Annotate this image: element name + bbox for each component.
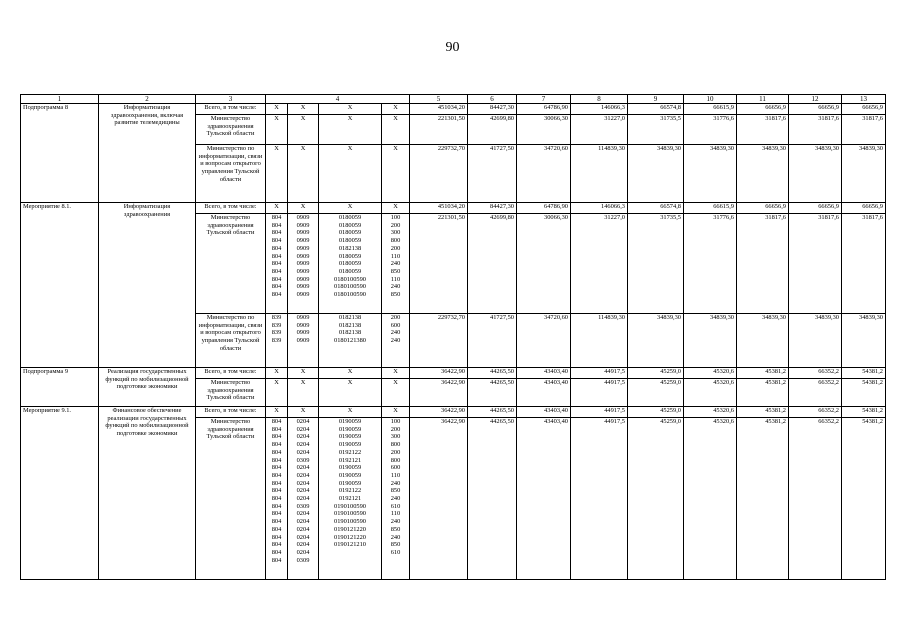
- code-lines: X: [300, 368, 306, 375]
- code-cell: [319, 368, 382, 379]
- value-cell: 229732,70: [410, 314, 468, 368]
- code-lines: X: [393, 104, 398, 111]
- code-cell: [382, 379, 410, 407]
- row-label: Мероприятие 9.1.: [21, 407, 99, 580]
- code-lines: X: [347, 104, 353, 111]
- value-cell: 114839,30: [571, 314, 628, 368]
- value-cell: 45320,6: [684, 368, 737, 379]
- table-row: [21, 203, 886, 214]
- value-cell: 54381,2: [842, 379, 886, 407]
- code-lines: X: [300, 145, 306, 152]
- code-lines: 0204 0204 0204 0204 0204 0309 0204 0204 0204 0204 0204 0309 0204 0204 0204 0204 0204 0204 0309: [296, 418, 310, 564]
- value-cell: 66615,9: [684, 203, 737, 214]
- executor-cell: Министерство здравоохранения Тульской области: [196, 214, 266, 314]
- code-lines: X: [347, 145, 353, 152]
- row-description: Финансовое обеспечение реализации государственных функций по мобилизационной подготовке экономики: [99, 407, 196, 580]
- value-cell: 34839,30: [737, 145, 789, 203]
- code-cell: [266, 368, 288, 379]
- value-cell: 34720,60: [517, 145, 571, 203]
- code-cell: [288, 104, 319, 115]
- value-cell: 44265,50: [468, 379, 517, 407]
- executor-cell: Министерство по информатизации, связи и вопросам открытого управления Тульской области: [196, 145, 266, 203]
- value-cell: 31817,6: [737, 115, 789, 145]
- value-cell: 64786,90: [517, 203, 571, 214]
- executor-cell: Министерство здравоохранения Тульской области: [196, 379, 266, 407]
- code-lines: 804 804 804 804 804 804 804 804 804 804 804 804 804 804 804 804 804 804 804: [271, 418, 282, 564]
- value-cell: 64786,90: [517, 104, 571, 115]
- code-lines: 0909 0909 0909 0909: [296, 314, 310, 345]
- value-cell: 45320,6: [684, 379, 737, 407]
- code-cell: [266, 214, 288, 314]
- code-cell: [288, 379, 319, 407]
- row-description: Информатизация здравоохранения: [99, 203, 196, 368]
- table-row: [21, 104, 886, 115]
- value-cell: 114839,30: [571, 145, 628, 203]
- row-description: Информатизация здравоохранения, включая развитие телемедицины: [99, 104, 196, 203]
- code-lines: X: [347, 379, 353, 386]
- value-cell: 146066,3: [571, 203, 628, 214]
- code-lines: 100 200 300 800 200 800 600 110 240 850 240 610 110 240 850 240 850 610: [390, 418, 401, 556]
- code-cell: [382, 418, 410, 580]
- value-cell: 31776,6: [684, 115, 737, 145]
- code-lines: X: [393, 115, 398, 122]
- value-cell: 45381,2: [737, 418, 789, 580]
- code-cell: [319, 407, 382, 418]
- value-cell: 45259,0: [628, 379, 684, 407]
- code-cell: [319, 214, 382, 314]
- value-cell: 34720,60: [517, 314, 571, 368]
- value-cell: 31817,6: [789, 115, 842, 145]
- value-cell: 66352,2: [789, 418, 842, 580]
- value-cell: 45320,6: [684, 407, 737, 418]
- code-cell: [382, 314, 410, 368]
- value-cell: 34839,30: [842, 314, 886, 368]
- value-cell: 44265,50: [468, 368, 517, 379]
- code-cell: [266, 145, 288, 203]
- executor-cell: Всего, в том числе:: [196, 407, 266, 418]
- header-cell: 8: [571, 95, 628, 104]
- code-lines: X: [274, 203, 279, 210]
- value-cell: 44917,5: [571, 379, 628, 407]
- code-cell: [382, 115, 410, 145]
- code-cell: [288, 214, 319, 314]
- code-lines: 839 839 839 839: [271, 314, 282, 345]
- value-cell: 43403,40: [517, 407, 571, 418]
- value-cell: 66656,9: [789, 104, 842, 115]
- value-cell: 44917,5: [571, 368, 628, 379]
- executor-cell: Всего, в том числе:: [196, 104, 266, 115]
- value-cell: 31817,6: [842, 115, 886, 145]
- value-cell: 34839,30: [684, 145, 737, 203]
- value-cell: 36422,90: [410, 368, 468, 379]
- code-lines: 0180059 0180059 0180059 0180059 0182138 0180059 0180059 0180059 0180100590 0180100590 0180100590: [334, 214, 366, 299]
- code-cell: [288, 203, 319, 214]
- code-lines: X: [300, 104, 306, 111]
- value-cell: 44265,50: [468, 418, 517, 580]
- value-cell: 41727,50: [468, 314, 517, 368]
- row-description: Реализация государственных функций по мобилизационной подготовке экономики: [99, 368, 196, 407]
- code-cell: [288, 418, 319, 580]
- code-lines: X: [347, 368, 353, 375]
- row-label: Мероприятие 8.1.: [21, 203, 99, 368]
- value-cell: 43403,40: [517, 368, 571, 379]
- code-lines: 0182138 0182138 0182138 0180121380: [334, 314, 366, 345]
- value-cell: 30066,30: [517, 115, 571, 145]
- value-cell: 31735,5: [628, 115, 684, 145]
- header-cell: 12: [789, 95, 842, 104]
- value-cell: 31817,6: [842, 214, 886, 314]
- code-cell: [266, 314, 288, 368]
- code-cell: [266, 115, 288, 145]
- code-cell: [319, 145, 382, 203]
- header-cell: 13: [842, 95, 886, 104]
- value-cell: 54381,2: [842, 407, 886, 418]
- code-cell: [288, 115, 319, 145]
- value-cell: 451034,20: [410, 104, 468, 115]
- value-cell: 45259,0: [628, 407, 684, 418]
- row-label: Подпрограмма 9: [21, 368, 99, 407]
- code-lines: X: [347, 203, 353, 210]
- code-lines: X: [274, 368, 279, 375]
- value-cell: 44917,5: [571, 407, 628, 418]
- code-lines: X: [347, 407, 353, 414]
- table-row: [21, 407, 886, 418]
- value-cell: 66656,9: [789, 203, 842, 214]
- value-cell: 34839,30: [684, 314, 737, 368]
- code-cell: [382, 145, 410, 203]
- row-label: Подпрограмма 8: [21, 104, 99, 203]
- value-cell: 41727,50: [468, 145, 517, 203]
- value-cell: 31776,6: [684, 214, 737, 314]
- value-cell: 42699,80: [468, 115, 517, 145]
- header-cell: 7: [517, 95, 571, 104]
- value-cell: 45381,2: [737, 368, 789, 379]
- value-cell: 43403,40: [517, 418, 571, 580]
- code-cell: [288, 407, 319, 418]
- code-cell: [288, 368, 319, 379]
- code-cell: [382, 407, 410, 418]
- code-cell: [266, 203, 288, 214]
- value-cell: 54381,2: [842, 368, 886, 379]
- code-lines: X: [300, 203, 306, 210]
- value-cell: 34839,30: [842, 145, 886, 203]
- header-row: [21, 95, 886, 104]
- value-cell: 66656,9: [737, 203, 789, 214]
- value-cell: 44917,5: [571, 418, 628, 580]
- value-cell: 36422,90: [410, 407, 468, 418]
- value-cell: 42699,80: [468, 214, 517, 314]
- value-cell: 45381,2: [737, 407, 789, 418]
- budget-table: [20, 94, 886, 580]
- code-lines: 100 200 300 800 200 110 240 850 110 240 850: [390, 214, 401, 299]
- value-cell: 30066,30: [517, 214, 571, 314]
- value-cell: 66352,2: [789, 379, 842, 407]
- executor-cell: Всего, в том числе:: [196, 203, 266, 214]
- executor-cell: Министерство здравоохранения Тульской области: [196, 418, 266, 580]
- code-cell: [382, 368, 410, 379]
- value-cell: 34839,30: [789, 314, 842, 368]
- value-cell: 66574,8: [628, 203, 684, 214]
- code-lines: 0190059 0190059 0190059 0190059 0192122 0192121 0190059 0190059 0190059 0192122 0192121 0190100590 0190100590 0190100590 0190121220 0190121220 0190121210: [334, 418, 366, 549]
- code-lines: X: [393, 379, 398, 386]
- code-lines: 200 600 240 240: [390, 314, 401, 345]
- code-cell: [288, 145, 319, 203]
- code-cell: [319, 115, 382, 145]
- header-cell: 5: [410, 95, 468, 104]
- value-cell: 221301,50: [410, 115, 468, 145]
- value-cell: 451034,20: [410, 203, 468, 214]
- code-cell: [266, 407, 288, 418]
- code-lines: X: [274, 145, 279, 152]
- value-cell: 221301,50: [410, 214, 468, 314]
- header-cell: 9: [628, 95, 684, 104]
- value-cell: 66656,9: [737, 104, 789, 115]
- value-cell: 45320,6: [684, 418, 737, 580]
- code-cell: [319, 203, 382, 214]
- value-cell: 66615,9: [684, 104, 737, 115]
- code-cell: [266, 379, 288, 407]
- code-lines: X: [347, 115, 353, 122]
- table-row: [21, 368, 886, 379]
- value-cell: 45381,2: [737, 379, 789, 407]
- value-cell: 84427,30: [468, 104, 517, 115]
- code-lines: 804 804 804 804 804 804 804 804 804 804 804: [271, 214, 282, 299]
- value-cell: 44265,50: [468, 407, 517, 418]
- code-lines: X: [274, 115, 279, 122]
- header-cell: 3: [196, 95, 266, 104]
- value-cell: 66656,9: [842, 104, 886, 115]
- value-cell: 66352,2: [789, 368, 842, 379]
- value-cell: 229732,70: [410, 145, 468, 203]
- value-cell: 66656,9: [842, 203, 886, 214]
- code-lines: X: [393, 203, 398, 210]
- value-cell: 43403,40: [517, 379, 571, 407]
- value-cell: 31735,5: [628, 214, 684, 314]
- value-cell: 146066,3: [571, 104, 628, 115]
- executor-cell: Министерство здравоохранения Тульской области: [196, 115, 266, 145]
- executor-cell: Всего, в том числе:: [196, 368, 266, 379]
- value-cell: 66352,2: [789, 407, 842, 418]
- header-cell: 6: [468, 95, 517, 104]
- code-lines: X: [300, 407, 306, 414]
- value-cell: 45259,0: [628, 418, 684, 580]
- value-cell: 36422,90: [410, 418, 468, 580]
- code-cell: [266, 104, 288, 115]
- value-cell: 45259,0: [628, 368, 684, 379]
- value-cell: 84427,30: [468, 203, 517, 214]
- value-cell: 36422,90: [410, 379, 468, 407]
- value-cell: 54381,2: [842, 418, 886, 580]
- code-lines: 0909 0909 0909 0909 0909 0909 0909 0909 0909 0909 0909: [296, 214, 310, 299]
- header-cell: 10: [684, 95, 737, 104]
- code-lines: X: [393, 407, 398, 414]
- code-cell: [382, 104, 410, 115]
- value-cell: 66574,8: [628, 104, 684, 115]
- page-number: 90: [445, 40, 460, 55]
- code-cell: [382, 203, 410, 214]
- executor-cell: Министерство по информатизации, связи и вопросам открытого управления Тульской области: [196, 314, 266, 368]
- value-cell: 31817,6: [789, 214, 842, 314]
- code-cell: [288, 314, 319, 368]
- code-cell: [266, 418, 288, 580]
- value-cell: 34839,30: [628, 145, 684, 203]
- code-lines: X: [300, 115, 306, 122]
- code-cell: [319, 314, 382, 368]
- value-cell: 34839,30: [789, 145, 842, 203]
- value-cell: 31817,6: [737, 214, 789, 314]
- header-cell: 11: [737, 95, 789, 104]
- code-lines: X: [274, 379, 279, 386]
- code-cell: [382, 214, 410, 314]
- code-lines: X: [393, 368, 398, 375]
- code-lines: X: [274, 104, 279, 111]
- code-lines: X: [274, 407, 279, 414]
- value-cell: 34839,30: [628, 314, 684, 368]
- header-cell: 1: [21, 95, 99, 104]
- code-cell: [319, 104, 382, 115]
- code-lines: X: [393, 145, 398, 152]
- code-cell: [319, 418, 382, 580]
- code-lines: X: [300, 379, 306, 386]
- header-cell: 2: [99, 95, 196, 104]
- value-cell: 31227,0: [571, 214, 628, 314]
- value-cell: 34839,30: [737, 314, 789, 368]
- code-cell: [319, 379, 382, 407]
- header-cell: 4: [266, 95, 410, 104]
- value-cell: 31227,0: [571, 115, 628, 145]
